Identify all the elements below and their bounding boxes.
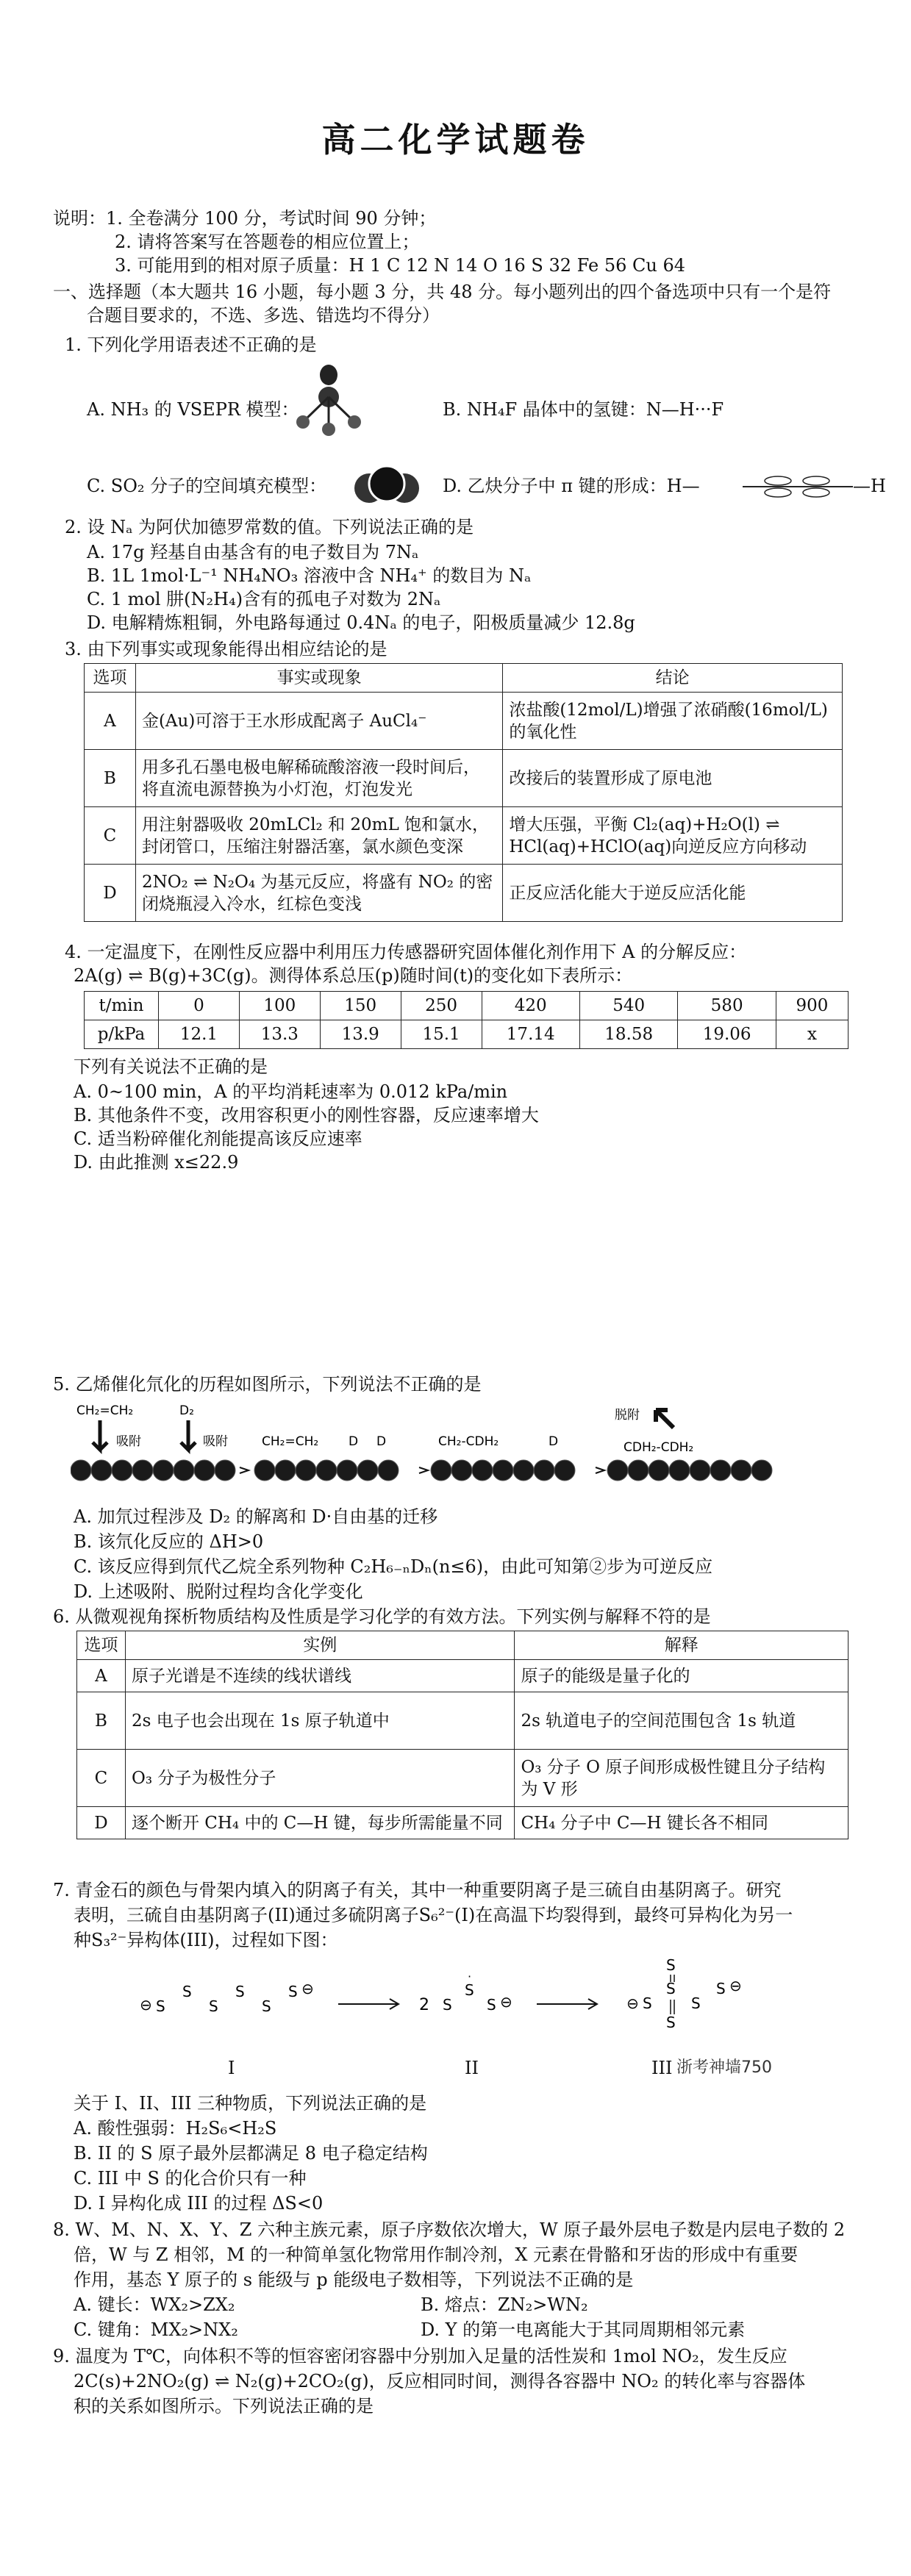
q1-option-c: C. SO₂ 分子的空间填充模型：	[87, 476, 327, 496]
table-cell: 金(Au)可溶于王水形成配离子 AuCl₄⁻	[135, 693, 502, 750]
table-cell: 2NO₂ ⇌ N₂O₄ 为基元反应，将盛有 NO₂ 的密闭烧瓶浸入冷水，红棕色变浅	[135, 865, 502, 922]
p-orbital-lobe	[803, 488, 829, 497]
q4-option-b: B. 其他条件不变，改用容积更小的刚性容器，反应速率增大	[74, 1105, 539, 1126]
table-cell: 13.9	[320, 1020, 401, 1049]
table-cell: 0	[159, 992, 240, 1020]
q8-line1: 8. W、M、N、X、Y、Z 六种主族元素，原子序数依次增大，W 原子最外层电子数是内层电子数的 2	[53, 2219, 846, 2240]
charge-minus: ⊖	[500, 1993, 512, 2011]
q4-stem-line2: 2A(g) ⇌ B(g)+3C(g)。测得体系总压(p)随时间(t)的变化如下表所示：	[74, 965, 633, 986]
table-row	[85, 750, 843, 807]
q2-option-b: B. 1L 1mol·L⁻¹ NH₄NO₃ 溶液中含 NH₄⁺ 的数目为 Nₐ	[87, 565, 532, 586]
structure-ii	[443, 1969, 512, 2014]
q7-line1: 7. 青金石的颜色与骨架内填入的阴离子有关，其中一种重要阴离子是三硫自由基阴离子。研究	[53, 1880, 782, 1900]
table-row	[77, 1750, 849, 1807]
structure-iii	[626, 1958, 742, 2031]
catalyst-atom	[71, 1460, 91, 1481]
q5-option-a: A. 加氘过程涉及 D₂ 的解离和 D·自由基的迁移	[74, 1506, 438, 1527]
q4-option-d: D. 由此推测 x≤22.9	[74, 1152, 239, 1173]
catalyst-atom	[607, 1460, 628, 1481]
table-row-label: p/kPa	[85, 1020, 159, 1049]
q5-option-b: B. 该氘化反应的 ΔH>0	[74, 1531, 264, 1552]
table-header: 实例	[125, 1631, 514, 1660]
table-cell: D	[85, 865, 136, 922]
q1-option-a: A. NH₃ 的 VSEPR 模型：	[87, 399, 299, 420]
table-header: 事实或现象	[135, 664, 502, 693]
table-cell: 12.1	[159, 1020, 240, 1049]
coefficient: 2	[419, 1996, 429, 2014]
q4-table	[84, 991, 849, 1049]
s-atom: S	[691, 1994, 701, 2012]
table-cell: 用多孔石墨电极电解稀硫酸溶液一段时间后，将直流电源替换为小灯泡，灯泡发光	[135, 750, 502, 807]
catalyst-atom	[337, 1460, 357, 1481]
table-cell: 420	[482, 992, 579, 1020]
table-header: 结论	[503, 664, 843, 693]
catalyst-atom	[357, 1460, 378, 1481]
q8-line3: 作用，基态 Y 原子的 s 能级与 p 能级电子数相等，下列说法不正确的是	[74, 2269, 634, 2290]
catalyst-atom	[431, 1460, 451, 1481]
h-atom	[296, 415, 310, 429]
table-cell: C	[77, 1750, 126, 1807]
table-cell: A	[77, 1660, 126, 1692]
q7-option-c: C. III 中 S 的化合价只有一种	[74, 2168, 307, 2189]
note-1: 说明：1. 全卷满分 100 分，考试时间 90 分钟；	[53, 208, 437, 229]
q6-table	[76, 1631, 849, 1839]
deuteration-mechanism-figure	[71, 1397, 850, 1500]
q4-option-c: C. 适当粉碎催化剂能提高该反应速率	[74, 1128, 362, 1149]
vsepr-model-figure	[288, 359, 369, 443]
table-cell: C	[85, 807, 136, 865]
table-cell: 150	[320, 992, 401, 1020]
table-cell: 浓盐酸(12mol/L)增强了浓硝酸(16mol/L)的氧化性	[503, 693, 843, 750]
catalyst-atom	[112, 1460, 132, 1481]
s-atom: S	[443, 1996, 452, 2014]
table-cell: 900	[776, 992, 848, 1020]
down-arrow-icon	[181, 1420, 196, 1450]
catalyst-atom	[215, 1460, 235, 1481]
table-cell: 18.58	[579, 1020, 677, 1049]
table-cell: 250	[401, 992, 482, 1020]
table-cell: 19.06	[678, 1020, 776, 1049]
pi-bond-figure	[743, 468, 853, 504]
table-cell: D	[77, 1807, 126, 1839]
step-arrow-icon	[596, 1467, 604, 1473]
q7-line3: 种S₃²⁻异构体(III)，过程如下图：	[74, 1930, 338, 1950]
section-header-line1: 一、选择题（本大题共 16 小题，每小题 3 分，共 48 分。每小题列出的四个备选项中只有一个是符	[53, 282, 832, 302]
q4-option-a: A. 0~100 min，A 的平均消耗速率为 0.012 kPa/min	[74, 1081, 508, 1102]
s-atom: S	[262, 1997, 271, 2015]
catalyst-atom	[534, 1460, 554, 1481]
table-cell: 正反应活化能大于逆反应活化能	[503, 865, 843, 922]
bond	[329, 397, 353, 421]
label-d-atom: D	[549, 1434, 559, 1449]
radical-dot: ·	[468, 1969, 472, 1983]
so2-space-filling-figure	[353, 460, 421, 512]
q7-option-b: B. II 的 S 原子最外层都满足 8 电子稳定结构	[74, 2143, 428, 2164]
step-arrow-icon	[240, 1467, 249, 1473]
catalyst-atom	[751, 1460, 772, 1481]
table-cell: 580	[678, 992, 776, 1020]
q8-option-c: C. 键角：MX₂>NX₂	[74, 2319, 238, 2340]
s-atom: S	[235, 1983, 245, 2000]
q5-option-d: D. 上述吸附、脱附过程均含化学变化	[74, 1581, 363, 1602]
catalyst-atom	[132, 1460, 153, 1481]
s-atom: S	[666, 1958, 676, 1974]
q4-stem-line1: 4. 一定温度下，在刚性反应器中利用压力传感器研究固体催化剂作用下 A 的分解反应：	[65, 942, 747, 962]
table-row	[85, 693, 843, 750]
h-atom	[322, 423, 335, 436]
label-adsorb-1: 吸附	[116, 1434, 141, 1449]
catalyst-atom	[275, 1460, 296, 1481]
catalyst-atom	[472, 1460, 493, 1481]
s-atom: S	[716, 1980, 726, 1997]
s-atom	[369, 466, 404, 501]
table-cell: 增大压强，平衡 Cl₂(aq)+H₂O(l) ⇌ HCl(aq)+HClO(aq)向逆反应方向移动	[503, 807, 843, 865]
label-d-atom: D	[376, 1434, 387, 1449]
table-cell: 17.14	[482, 1020, 579, 1049]
table-header-row	[85, 664, 843, 693]
q3-table	[84, 663, 843, 922]
note-3: 3. 可能用到的相对原子质量：H 1 C 12 N 14 O 16 S 32 Fe 56 Cu 64	[115, 255, 685, 276]
table-row	[77, 1807, 849, 1839]
q4-ask: 下列有关说法不正确的是	[74, 1056, 268, 1077]
catalyst-atom	[710, 1460, 731, 1481]
table-cell: 用注射器吸收 20mLCl₂ 和 20mL 饱和氯水，封闭管口，压缩注射器活塞，氯水颜色变深	[135, 807, 502, 865]
q1-option-b: B. NH₄F 晶体中的氢键：N—H···F	[443, 399, 724, 420]
q1-stem: 1. 下列化学用语表述不正确的是	[65, 334, 317, 355]
charge-minus: ⊖	[626, 1994, 639, 2012]
label-product: CDH₂-CDH₂	[624, 1440, 694, 1455]
catalyst-atom	[669, 1460, 690, 1481]
catalyst-atom	[194, 1460, 215, 1481]
label-ethylene: CH₂=CH₂	[76, 1403, 134, 1418]
s-atom: S	[156, 1997, 165, 2015]
label-adsorb-2: 吸附	[203, 1434, 228, 1449]
q6-stem: 6. 从微观视角探析物质结构及性质是学习化学的有效方法。下列实例与解释不符的是	[53, 1606, 711, 1627]
table-header-row	[77, 1631, 849, 1660]
table-header: 解释	[515, 1631, 849, 1660]
table-cell: 100	[239, 992, 320, 1020]
table-cell: 改接后的装置形成了原电池	[503, 750, 843, 807]
q8-option-a: A. 键长：WX₂>ZX₂	[74, 2294, 235, 2315]
label-intermediate: CH₂-CDH₂	[438, 1434, 499, 1449]
catalyst-atom	[649, 1460, 669, 1481]
q9-line1: 9. 温度为 T℃，向体积不等的恒容密闭容器中分别加入足量的活性炭和 1mol NO₂，发生反应	[53, 2346, 787, 2366]
catalyst-atom	[296, 1460, 316, 1481]
table-cell: 2s 电子也会出现在 1s 原子轨道中	[125, 1692, 514, 1750]
catalyst-atom	[153, 1460, 174, 1481]
s-atom: S	[182, 1983, 192, 2000]
label-structure-ii: II	[465, 2058, 479, 2078]
catalyst-atom	[731, 1460, 751, 1481]
catalyst-atom	[91, 1460, 112, 1481]
label-adsorbed-ethylene: CH₂=CH₂	[262, 1434, 319, 1449]
q7-option-a: A. 酸性强弱：H₂S₆<H₂S	[74, 2118, 277, 2139]
label-desorb: 脱附	[615, 1408, 640, 1423]
table-row	[85, 1020, 849, 1049]
lone-pair-lobe	[320, 365, 337, 385]
q7-ask: 关于 I、II、III 三种物质，下列说法正确的是	[74, 2093, 427, 2114]
s-atom: S	[487, 1996, 496, 2014]
table-cell: 15.1	[401, 1020, 482, 1049]
bond	[304, 397, 329, 421]
table-cell: 原子光谱是不连续的线状谱线	[125, 1660, 514, 1692]
table-row	[77, 1660, 849, 1692]
catalyst-surface	[71, 1460, 772, 1481]
q2-stem: 2. 设 Nₐ 为阿伏加德罗常数的值。下列说法正确的是	[65, 517, 474, 537]
table-cell: 逐个断开 CH₄ 中的 C—H 键，每步所需能量不同	[125, 1807, 514, 1839]
polysulfide-scheme-figure	[140, 1958, 846, 2047]
table-row	[77, 1692, 849, 1750]
page-title: 高二化学试题卷	[321, 120, 590, 160]
catalyst-atom	[451, 1460, 472, 1481]
label-structure-iii: III	[651, 2058, 673, 2078]
charge-minus: ⊖	[729, 1977, 742, 1994]
table-cell: x	[776, 1020, 848, 1049]
watermark: 浙考神墙750	[676, 2058, 772, 2077]
s-atom: S	[209, 1997, 218, 2015]
catalyst-atom	[690, 1460, 710, 1481]
catalyst-atom	[174, 1460, 194, 1481]
q1-option-d-end: —H	[853, 476, 886, 496]
table-cell: A	[85, 693, 136, 750]
table-cell: 540	[579, 992, 677, 1020]
structure-i	[140, 1980, 314, 2015]
catalyst-atom	[254, 1460, 275, 1481]
h-atom	[348, 415, 361, 429]
table-row	[85, 992, 849, 1020]
catalyst-atom	[513, 1460, 534, 1481]
q5-stem: 5. 乙烯催化氘化的历程如图所示，下列说法不正确的是	[53, 1374, 482, 1395]
s-atom: S	[465, 1981, 474, 1999]
step-arrow-icon	[419, 1467, 428, 1473]
q2-option-c: C. 1 mol 肼(N₂H₄)含有的孤电子对数为 2Nₐ	[87, 589, 441, 609]
section-header-line2: 合题目要求的，不选、多选、错选均不得分）	[87, 305, 440, 326]
table-cell: 2s 轨道电子的空间范围包含 1s 轨道	[515, 1692, 849, 1750]
s-atom: S	[666, 2014, 676, 2031]
label-structure-i: I	[228, 2058, 235, 2078]
catalyst-atom	[316, 1460, 337, 1481]
q3-stem: 3. 由下列事实或现象能得出相应结论的是	[65, 639, 387, 659]
charge-minus: ⊖	[140, 1996, 152, 2014]
table-header: 选项	[77, 1631, 126, 1660]
q1-option-d: D. 乙炔分子中 π 键的形成：H—	[443, 476, 700, 496]
q8-line2: 倍，W 与 Z 相邻，M 的一种简单氢化物常用作制冷剂，X 元素在骨骼和牙齿的形成中有重要	[74, 2244, 799, 2265]
catalyst-atom	[628, 1460, 649, 1481]
catalyst-atom	[378, 1460, 399, 1481]
table-cell: 原子的能级是量子化的	[515, 1660, 849, 1692]
s-atom: S	[288, 1983, 298, 2000]
s-atom: S	[643, 1994, 652, 2012]
q9-line2: 2C(s)+2NO₂(g) ⇌ N₂(g)+2CO₂(g)，反应相同时间，测得各容器中 NO₂ 的转化率与容器体	[74, 2371, 806, 2391]
p-orbital-lobe	[765, 488, 791, 497]
table-row-label: t/min	[85, 992, 159, 1020]
table-cell: O₃ 分子为极性分子	[125, 1750, 514, 1807]
table-cell: 13.3	[239, 1020, 320, 1049]
q5-option-c: C. 该反应得到氘代乙烷全系列物种 C₂H₆₋ₙDₙ(n≤6)，由此可知第②步为可逆反应	[74, 1556, 713, 1577]
note-2: 2. 请将答案写在答题卷的相应位置上；	[115, 232, 420, 252]
table-cell: CH₄ 分子中 C—H 键长各不相同	[515, 1807, 849, 1839]
table-header: 选项	[85, 664, 136, 693]
table-row	[85, 807, 843, 865]
down-arrow-icon	[93, 1420, 107, 1450]
table-cell: O₃ 分子 O 原子间形成极性键且分子结构为 V 形	[515, 1750, 849, 1807]
s-atom: S	[666, 1980, 676, 1997]
up-arrow-icon	[656, 1410, 674, 1428]
q8-option-b: B. 熔点：ZN₂>WN₂	[421, 2294, 588, 2315]
q2-option-d: D. 电解精炼粗铜，外电路每通过 0.4Nₐ 的电子，阳极质量减少 12.8g	[87, 612, 635, 633]
charge-minus: ⊖	[301, 1980, 314, 1997]
table-row	[85, 865, 843, 922]
q7-option-d: D. I 异构化成 III 的过程 ΔS<0	[74, 2193, 324, 2214]
catalyst-atom	[554, 1460, 575, 1481]
p-orbital-lobe	[803, 476, 829, 485]
label-d2: D₂	[179, 1403, 194, 1418]
table-cell: B	[77, 1692, 126, 1750]
q7-line2: 表明，三硫自由基阴离子(II)通过多硫阴离子S₆²⁻(I)在高温下均裂得到，最终可异构化为另一	[74, 1905, 793, 1925]
label-d-atom: D	[349, 1434, 359, 1449]
p-orbital-lobe	[765, 476, 791, 485]
table-cell: B	[85, 750, 136, 807]
catalyst-atom	[493, 1460, 513, 1481]
q8-option-d: D. Y 的第一电离能大于其同周期相邻元素	[421, 2319, 746, 2340]
q9-line3: 积的关系如图所示。下列说法正确的是	[74, 2396, 374, 2416]
q2-option-a: A. 17g 羟基自由基含有的电子数目为 7Nₐ	[87, 542, 419, 562]
